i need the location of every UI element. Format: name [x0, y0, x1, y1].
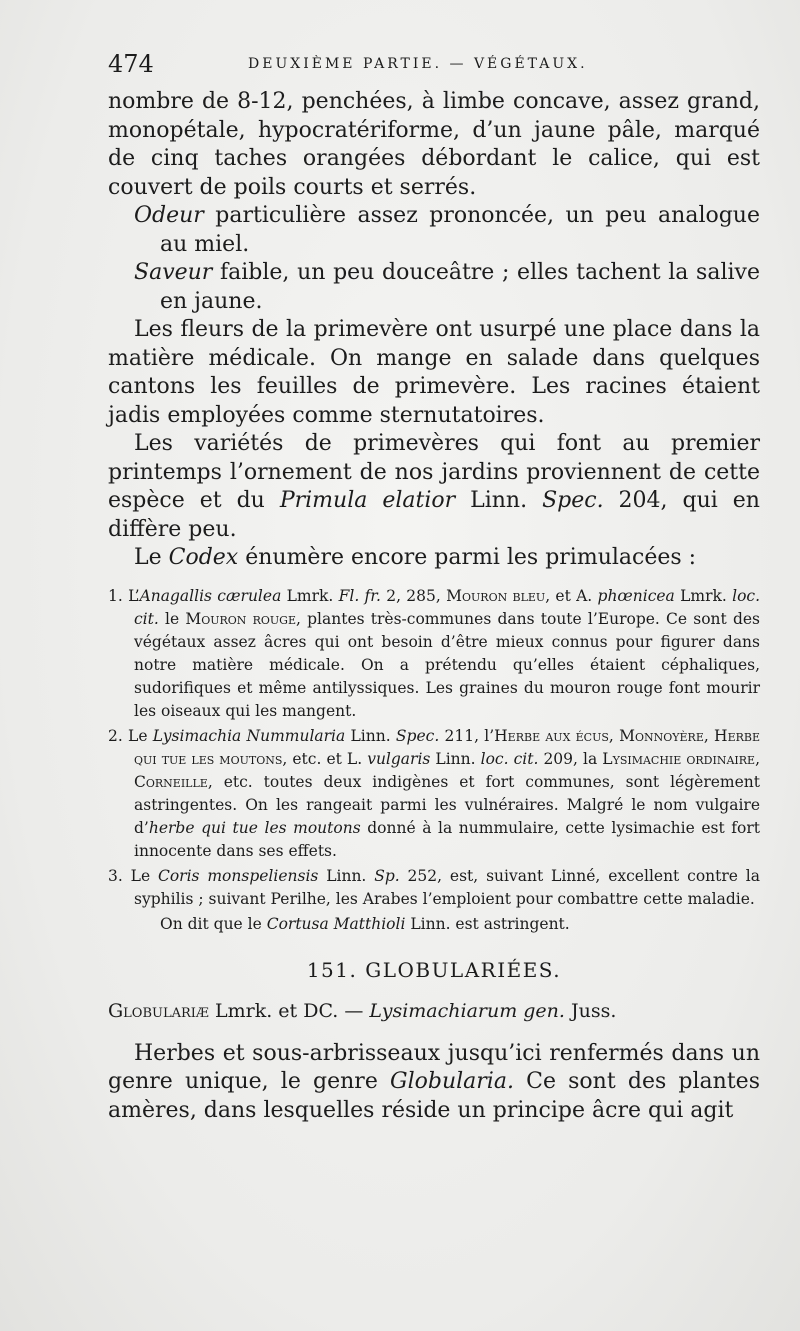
page-body [108, 88, 760, 1125]
note-cortusa: On dit que le Cortusa Matthioli Linn. est astringent. [160, 914, 570, 933]
paragraph-medical: Les fleurs de la primevère ont usurpé une place dans la matière médicale. On mange en salade dans quelques cantons les feuilles de primevère. Les racines étaient jadis employées comme sternutatoires. [108, 317, 760, 428]
list-item: 2. Le Lysimachia Nummularia Linn. Spec. 211, l’Herbe aux écus, Monnoyère, Herbe qui tue les moutons, etc. et L. vulgaris Linn. loc. cit. 209, la Lysimachie ordinaire, Corneille, etc. toutes deux indigènes et fort communes, sont légèrement astringentes. On les rangeait parmi les vulnéraires. Malgré le nom vulgaire d’herbe qui tue les moutons donné à la nummulaire, cette lysimachie est fort innocente dans ses effets. [108, 726, 760, 860]
paragraph-codex: Le Codex énumère encore parmi les primulacées : [134, 545, 697, 570]
paragraph-varieties: Les variétés de primevères qui font au premier printemps l’ornement de nos jardins proviennent de cette espèce et du Primula elatior Linn. Spec. 204, qui en diffère peu. [108, 431, 760, 542]
paragraph-globularia: Herbes et sous-arbrisseaux jusqu’ici renfermés dans un genre unique, le genre Globularia. Ce sont des plantes amères, dans lesquelles réside un principe âcre qui agit [108, 1040, 760, 1123]
list-item: 1. L’Anagallis cærulea Lmrk. Fl. fr. 2, 285, Mouron bleu, et A. phœnicea Lmrk. loc. cit. le Mouron rouge, plantes très-communes dans toute l’Europe. Ce sont des végétaux assez âcres qui ont besoin d’être mieux connus pour figurer dans notre matière médicale. On a prétendu qu’elles étaient céphaliques, sudorifiques et même antilyssiques. Les graines du mouron rouge font mourir les oiseaux qui les mangent. [108, 586, 761, 720]
family-line: Globulariæ Lmrk. et DC. — Lysimachiarum gen. Juss. [108, 999, 617, 1022]
section-title: 151. GLOBULARIÉES. [306, 957, 562, 982]
page-header [108, 50, 758, 82]
paragraph-continued: nombre de 8-12, penchées, à limbe concave, assez grand, monopétale, hypocratériforme, d’un jaune pâle, marqué de cinq taches orangées débordant le calice, qui est couvert de poils courts et serrés. [108, 89, 760, 200]
list-item: 3. Le Coris monspeliensis Linn. Sp. 252, est, suivant Linné, excellent contre la syphilis ; suivant Perilhe, les Arabes l’emploient pour combattre cette maladie. [108, 866, 761, 908]
label-odeur: Odeur [134, 203, 204, 228]
codex-list [108, 585, 760, 936]
paragraph-saveur: Saveur faible, un peu douceâtre ; elles tachent la salive en jaune. [134, 260, 760, 314]
paragraph-odeur: Odeur particulière assez prononcée, un peu analogue au miel. [134, 203, 760, 257]
label-saveur: Saveur [134, 260, 213, 285]
running-head: DEUXIÈME PARTIE. — VÉGÉTAUX. [248, 56, 588, 72]
page-number: 474 [108, 50, 154, 78]
